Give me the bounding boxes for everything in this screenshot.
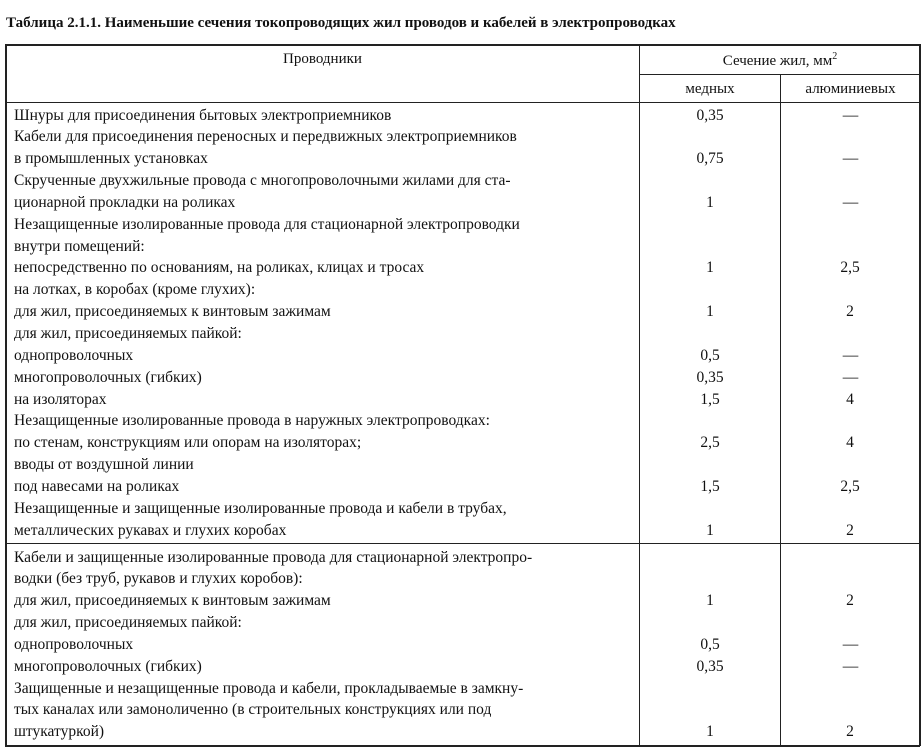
copper-section-value: 1 — [706, 521, 714, 539]
copper-section-value: 1 — [706, 259, 714, 277]
conductor-description: для жил, присоединяемых к винтовым зажимам — [14, 303, 331, 321]
aluminum-section-value: — — [842, 657, 858, 675]
conductor-description: на лотках, в коробах (кроме глухих): — [14, 281, 256, 299]
copper-section-value: 0,5 — [700, 635, 720, 653]
conductor-description: металлических рукавах и глухих коробах — [14, 521, 287, 539]
table-row — [0, 301, 923, 323]
copper-section-value: 1 — [706, 723, 714, 741]
table-row — [0, 148, 923, 170]
copper-section-value: 0,75 — [696, 150, 724, 168]
conductor-description: Кабели и защищенные изолированные провода для стационарной электропро- — [14, 548, 533, 566]
table-row — [0, 612, 923, 634]
table-top-border — [5, 44, 920, 46]
conductor-description: Незащищенные и защищенные изолированные провода и кабели в трубах, — [14, 499, 507, 517]
copper-section-value: 1 — [706, 303, 714, 321]
table-bottom-border — [5, 745, 920, 747]
copper-section-value: 1,5 — [700, 390, 720, 408]
conductor-description: Защищенные и незащищенные провода и кабели, прокладываемые в замкну- — [14, 679, 524, 697]
aluminum-section-value: 2,5 — [840, 259, 860, 277]
table-row — [0, 389, 923, 411]
table-row — [0, 656, 923, 678]
conductor-description: Скрученные двухжильные провода с многопроволочными жилами для ста- — [14, 172, 511, 190]
table-row — [0, 279, 923, 301]
aluminum-section-value: 4 — [846, 390, 854, 408]
table-row — [0, 634, 923, 656]
header-conductors: Проводники — [283, 51, 362, 67]
table-row — [0, 432, 923, 454]
copper-section-value: 0,35 — [696, 657, 724, 675]
table-row — [0, 476, 923, 498]
table-row — [0, 170, 923, 192]
conductor-description: на изоляторах — [14, 390, 107, 408]
table-row — [0, 547, 923, 569]
aluminum-section-value: — — [842, 368, 858, 386]
copper-section-value: 0,35 — [696, 368, 724, 386]
conductor-description: однопроволочных — [14, 635, 134, 653]
conductor-description: водки (без труб, рукавов и глухих коробов): — [14, 570, 303, 588]
table-row — [0, 236, 923, 258]
table-row — [0, 699, 923, 721]
table-row — [0, 257, 923, 279]
header-subdivider — [639, 74, 920, 75]
aluminum-section-value: 2,5 — [840, 477, 860, 495]
header-aluminum: алюминиевых — [805, 81, 896, 97]
conductor-description: по стенам, конструкциям или опорам на изоляторах; — [14, 434, 362, 452]
table-row — [0, 568, 923, 590]
conductor-description: Шнуры для присоединения бытовых электроприемников — [14, 106, 392, 124]
conductor-description: ционарной прокладки на роликах — [14, 193, 236, 211]
conductor-description: тых каналах или замоноличенно (в строительных конструкциях или под — [14, 701, 492, 719]
conductor-description: под навесами на роликах — [14, 477, 180, 495]
aluminum-section-value: 2 — [846, 303, 854, 321]
copper-section-value: 0,5 — [700, 346, 720, 364]
conductor-description: в промышленных установках — [14, 150, 208, 168]
conductor-description: для жил, присоединяемых пайкой: — [14, 325, 242, 342]
conductor-description: непосредственно по основаниям, на роликах, клицах и тросах — [14, 259, 425, 277]
table-row — [0, 323, 923, 345]
header-bottom-border — [5, 102, 920, 103]
table-row — [0, 105, 923, 127]
conductor-description: однопроволочных — [14, 346, 134, 364]
table-row — [0, 410, 923, 432]
copper-section-value: 1 — [706, 592, 714, 610]
table-row — [0, 126, 923, 148]
aluminum-section-value: 2 — [846, 592, 854, 610]
table-title: Таблица 2.1.1. Наименьшие сечения токопроводящих жил проводов и кабелей в электропроводках — [6, 15, 676, 31]
conductor-description: Незащищенные изолированные провода в наружных электропроводках: — [14, 412, 490, 430]
table-row — [0, 192, 923, 214]
aluminum-section-value: 2 — [846, 521, 854, 539]
conductor-description: Кабели для присоединения переносных и передвижных электроприемников — [14, 128, 517, 146]
aluminum-section-value: — — [842, 635, 858, 653]
header-section-sup: 2 — [832, 51, 838, 62]
table-row — [0, 454, 923, 476]
conductor-description: для жил, присоединяемых к винтовым зажимам — [14, 592, 331, 610]
conductor-description: Незащищенные изолированные провода для стационарной электропроводки — [14, 215, 520, 233]
aluminum-section-value: — — [842, 346, 858, 364]
table-row — [0, 345, 923, 367]
aluminum-section-value: — — [842, 193, 858, 211]
copper-section-value: 2,5 — [700, 434, 720, 452]
header-section — [640, 53, 920, 70]
conductor-description: для жил, присоединяемых пайкой: — [14, 614, 242, 632]
conductor-description: многопроволочных (гибких) — [14, 657, 202, 675]
header-copper: медных — [685, 81, 735, 97]
conductor-description: штукатуркой) — [14, 723, 105, 741]
aluminum-section-value: 4 — [846, 434, 854, 452]
section-divider — [5, 543, 920, 544]
conductor-description: внутри помещений: — [14, 237, 145, 255]
copper-section-value: 0,35 — [696, 106, 724, 124]
header-section-label: Сечение жил, мм — [722, 53, 833, 69]
table-row — [0, 520, 923, 542]
table-row — [0, 721, 923, 743]
aluminum-section-value: — — [842, 150, 858, 168]
copper-section-value: 1 — [706, 193, 714, 211]
conductor-description: многопроволочных (гибких) — [14, 368, 202, 386]
table-row — [0, 367, 923, 389]
copper-section-value: 1,5 — [700, 477, 720, 495]
conductor-description: вводы от воздушной линии — [14, 456, 194, 474]
table-row — [0, 498, 923, 520]
table-row — [0, 590, 923, 612]
aluminum-section-value: 2 — [846, 723, 854, 741]
aluminum-section-value: — — [842, 106, 858, 124]
table-row — [0, 214, 923, 236]
table-row — [0, 678, 923, 700]
